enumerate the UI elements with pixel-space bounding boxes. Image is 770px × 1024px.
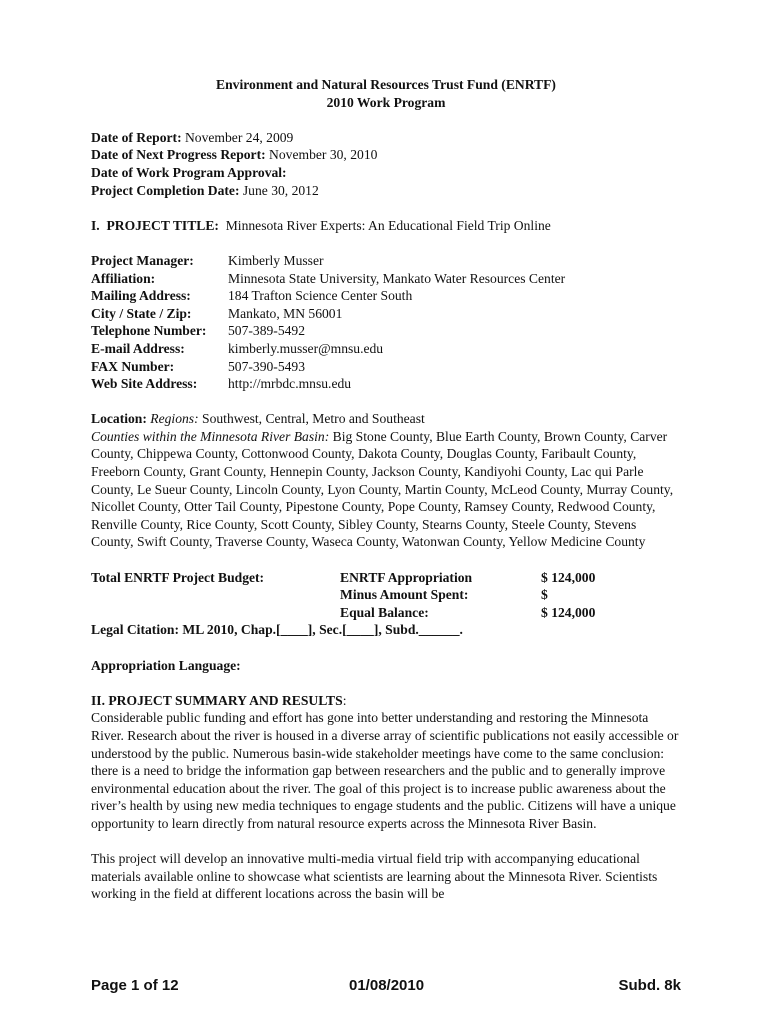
footer-page-number: Page 1 of 12 — [91, 977, 179, 994]
summary-heading: II. PROJECT SUMMARY AND RESULTS: — [91, 692, 347, 708]
budget-row-appropriation: Total ENRTF Project Budget: ENRTF Appropriation $ 124,000 — [91, 569, 596, 585]
page-footer — [91, 977, 681, 994]
contact-row-phone: Telephone Number: 507-389-5492 — [91, 323, 306, 339]
location-counties: Counties within the Minnesota River Basin: Big Stone County, Blue Earth County, Brown County, Carver County, Chippewa County, Cottonwood County, Dakota County, Douglas County, Faribault County, Freeborn County, Grant County, Hennepin County, Jackson County, Kandiyohi County, Lac qui Parle County, Le Sueur County, Lincoln County, Lyon County, Martin County, McLeod County, Murray County, Nicollet County, Otter Tail County, Pipestone County, Pope County, Ramsey County, Redwood County, Renville County, Rice County, Scott County, Sibley County, Stearns County, Steele County, Stevens County, Swift County, Traverse County, Waseca County, Watonwan County, Yellow Medicine County — [91, 428, 674, 550]
document-page — [91, 76, 681, 903]
summary-paragraph-1: Considerable public funding and effort has gone into better understanding and restoring the Minnesota River. Research about the river is housed in a diverse array of scientific publications not easily accessible or understood by the public. Numerous basin-wide stakeholder meetings have come to the same conclusion: there is a need to bridge the information gap between researchers and the public and to generally improve environmental education about the river. The goal of this project is to increase public awareness about the river’s health by using new media techniques to engage students and the public. Citizens will have a unique opportunity to learn directly from natural resource experts across the Minnesota River Basin. — [91, 710, 679, 831]
contact-row-manager: Project Manager: Kimberly Musser — [91, 252, 324, 268]
date-of-report: Date of Report: November 24, 2009 — [91, 129, 294, 145]
contact-row-city: City / State / Zip: Mankato, MN 56001 — [91, 305, 343, 321]
footer-subd: Subd. 8k — [618, 977, 681, 994]
location-block — [91, 410, 681, 551]
contact-row-website: Web Site Address: http://mrbdc.mnsu.edu — [91, 376, 352, 392]
document-title — [91, 76, 681, 111]
budget-row-balance: Equal Balance: $ 124,000 — [340, 604, 596, 620]
project-title: I. PROJECT TITLE: Minnesota River Experts: An Educational Field Trip Online — [91, 217, 551, 233]
summary-section — [91, 692, 681, 903]
budget-block — [91, 569, 681, 639]
date-completion: Project Completion Date: June 30, 2012 — [91, 182, 319, 198]
title-line-2: 2010 Work Program — [326, 94, 446, 110]
appropriation-language: Appropriation Language: — [91, 657, 241, 673]
contact-row-email: E-mail Address: kimberly.musser@mnsu.edu — [91, 340, 384, 356]
footer-date: 01/08/2010 — [349, 977, 425, 994]
contact-row-affiliation: Affiliation: Minnesota State University, Mankato Water Resources Center — [91, 270, 566, 286]
location-regions: Location: Regions: Southwest, Central, Metro and Southeast — [91, 411, 425, 427]
contact-block — [91, 252, 681, 393]
date-block — [91, 129, 681, 199]
title-line-1: Environment and Natural Resources Trust Fund (ENRTF) — [216, 77, 556, 92]
summary-paragraph-2: This project will develop an innovative multi-media virtual field trip with accompanying educational materials available online to showcase what scientists are learning about the Minnesota River. Scientists working in the field at different locations across the basin will be — [91, 851, 658, 902]
contact-row-mailing: Mailing Address: 184 Trafton Science Center South — [91, 288, 413, 304]
date-approval: Date of Work Program Approval: — [91, 164, 287, 180]
budget-row-spent: Minus Amount Spent: $ — [340, 587, 548, 603]
date-next-progress: Date of Next Progress Report: November 30, 2010 — [91, 147, 378, 163]
contact-row-fax: FAX Number: 507-390-5493 — [91, 358, 306, 374]
legal-citation: Legal Citation: ML 2010, Chap.[____], Sec.[____], Subd.______. — [91, 622, 463, 638]
